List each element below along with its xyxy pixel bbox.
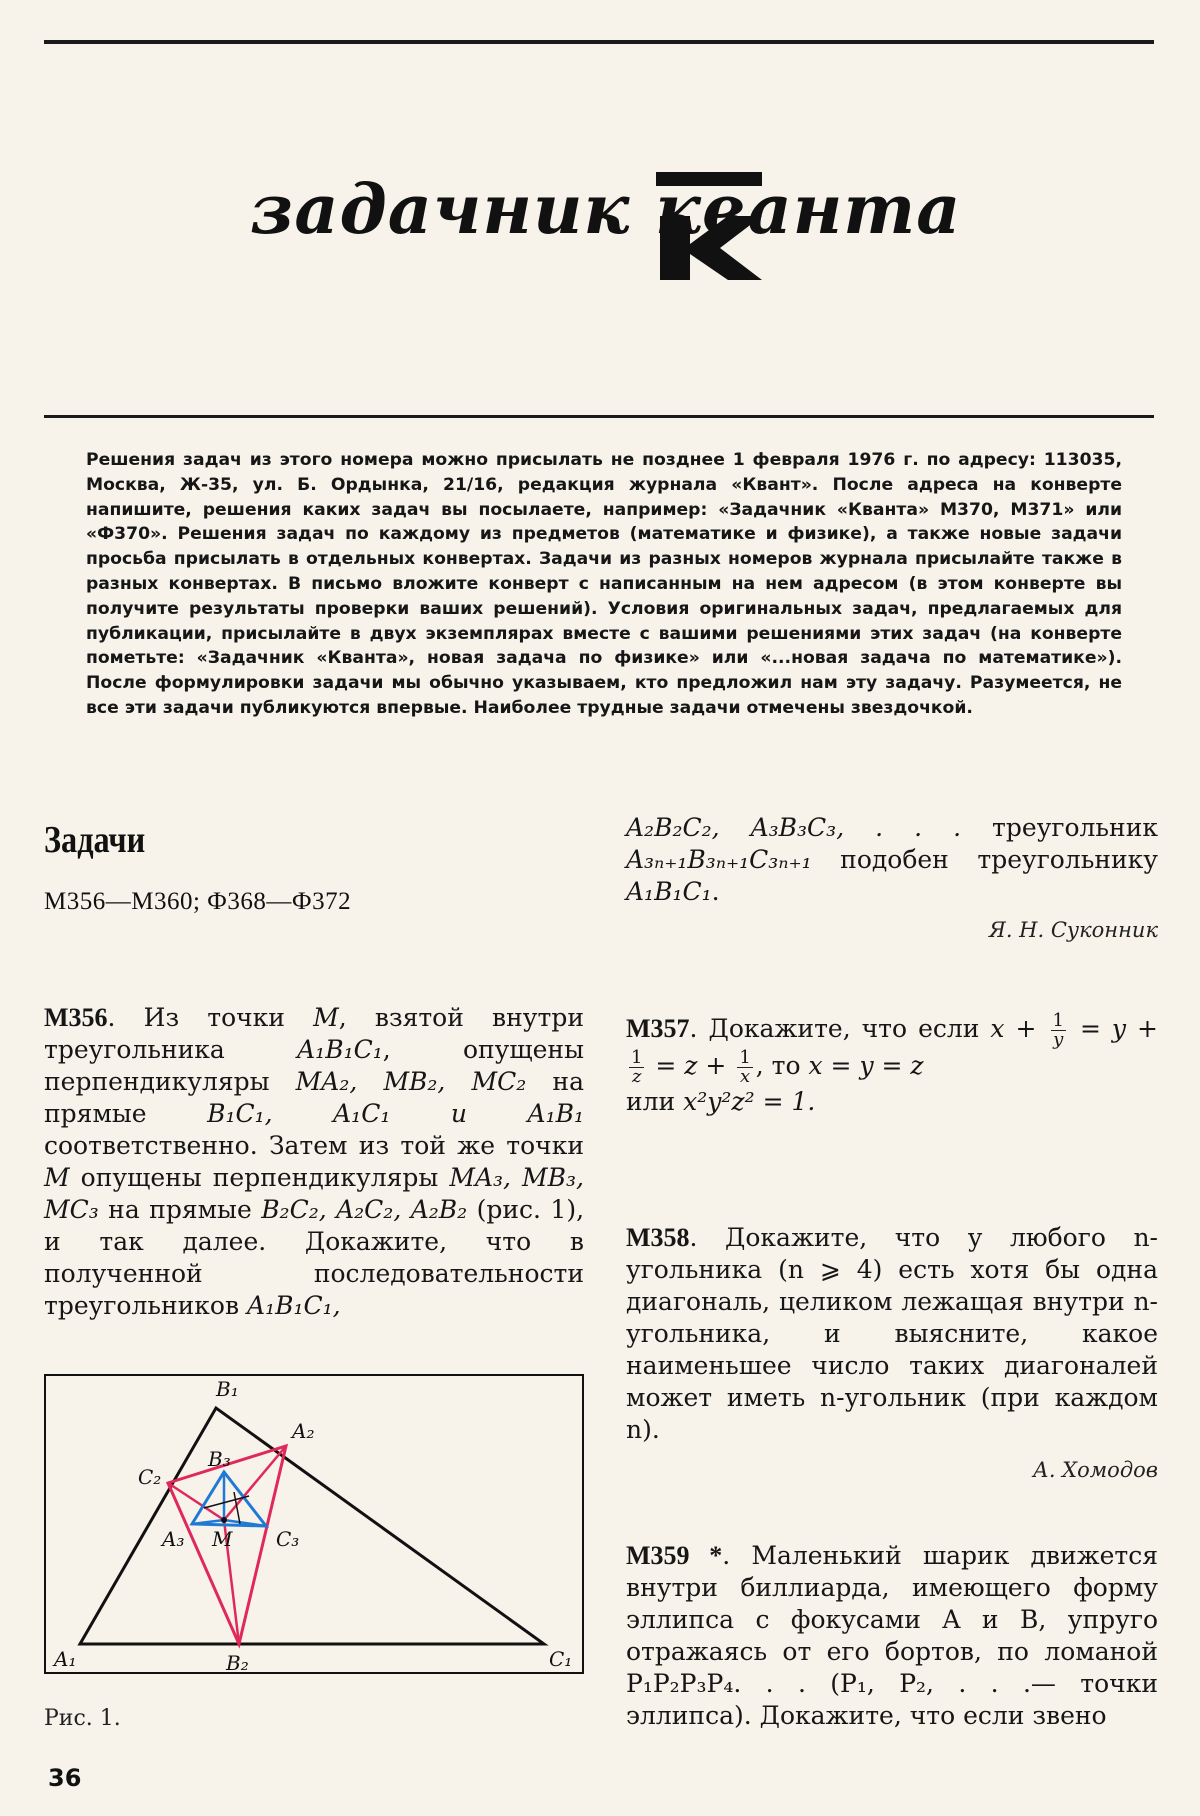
triangle-a3b3c3 bbox=[192, 1472, 266, 1526]
fraction-num: 1 bbox=[739, 1047, 751, 1068]
label-c1: C₁ bbox=[549, 1647, 573, 1671]
masthead-word-kvanta: кванта bbox=[655, 170, 962, 250]
triangle-a1b1c1 bbox=[80, 1408, 544, 1644]
math-var: A₂B₂C₂, A₃B₃C₃, . . . bbox=[626, 813, 962, 842]
math-var: MA₃, MB₃, MC₃ bbox=[44, 1163, 584, 1224]
problem-id: М356 bbox=[44, 1003, 108, 1032]
section-problem-range: М356—М360; Ф368—Ф372 bbox=[44, 888, 352, 915]
problem-m357: М357. Докажите, что если x + $\frac{1}{y}$ = y + $\frac{1}{z}$ = z + $\frac{1}{x}$ , то x = y = z или x²y²z² = 1. bbox=[626, 1010, 1159, 1116]
math-var: M bbox=[313, 1003, 339, 1032]
problem-m358 bbox=[626, 1222, 1158, 1446]
problem-id: М357 bbox=[626, 1014, 690, 1043]
intro-paragraph: Решения задач из этого номера можно присылать не позднее 1 февраля 1976 г. по адресу: 113035, Москва, Ж-35, ул. Б. Ордынка, 21/16, редакция журнала «Квант». После адреса на конверте напишите, решения каких задач вы посылаете, например: «Задачник «Кванта» М370, М371» или «Ф370». Решения задач по каждому из предметов (математике и физике), а также новые задачи просьба присылать в отдельных конвертах. Задачи из разных номеров журнала присылайте также в разных конвертах. В письмо вложите конверт с написанным на нем адресом (в этом конверте вы получите результаты проверки ваших решений). Условия оригинальных задач, предлагаемых для публикации, присылайте в двух экземплярах вместе с вашими решениями этих задач (на конверте пометьте: «Задачник «Кванта», новая задача по физике» или «...новая задача по математике»). После формулировки задачи мы обычно указываем, кто предложил нам эту задачу. Разумеется, не все эти задачи публикуются впервые. Наиболее трудные задачи отмечены звездочкой. bbox=[86, 450, 1122, 718]
text-fragment: . bbox=[711, 877, 720, 906]
problem-id: М359 * bbox=[626, 1541, 723, 1570]
math-op: = bbox=[1068, 1014, 1112, 1043]
section-title: Задачи bbox=[44, 819, 146, 861]
math-var: A₁B₁C₁ bbox=[297, 1035, 383, 1064]
problem-author: А. Хомодов bbox=[1032, 1458, 1158, 1482]
fraction-1-over-y bbox=[1051, 1012, 1066, 1049]
problem-id: М358 bbox=[626, 1223, 690, 1252]
math-var: B₂C₂, A₂C₂, A₂B₂ bbox=[261, 1195, 468, 1224]
math-var: A₁B₁C₁, bbox=[247, 1291, 341, 1320]
text-fragment: треугольник bbox=[961, 813, 1158, 842]
math-var: MA₂, MB₂, MC₂ bbox=[295, 1067, 527, 1096]
fraction-num: 1 bbox=[1052, 1010, 1064, 1031]
math-var: x bbox=[990, 1014, 1005, 1043]
math-var: A₃ₙ₊₁B₃ₙ₊₁C₃ₙ₊₁ bbox=[626, 845, 812, 874]
math-var: A₁B₁C₁ bbox=[626, 877, 712, 906]
problem-text: . Докажите, что у любого n-угольника (n ⩾ 4) есть хотя бы одна диагональ, целиком лежащая внутри n-угольника, и выясните, какое наименьшее число таких диагоналей может иметь n-угольник (при каждом n). bbox=[626, 1223, 1158, 1444]
section-rule bbox=[44, 415, 1154, 418]
text-fragment: подобен треугольнику bbox=[811, 845, 1158, 874]
label-a1: A₁ bbox=[54, 1647, 77, 1671]
fraction-den: z bbox=[631, 1066, 642, 1087]
label-a3: A₃ bbox=[162, 1527, 185, 1551]
top-rule bbox=[44, 40, 1154, 44]
fraction-1-over-z bbox=[629, 1049, 644, 1086]
text-fragment: , взятой внутри треугольника bbox=[44, 1003, 585, 1064]
text-fragment: опущены перпендикуляры bbox=[69, 1163, 450, 1192]
label-c2: C₂ bbox=[138, 1465, 162, 1489]
math-op: + bbox=[1126, 1014, 1159, 1043]
masthead bbox=[250, 160, 970, 300]
problem-m359 bbox=[626, 1540, 1158, 1732]
point-m bbox=[221, 1517, 227, 1523]
problem-author: Я. Н. Суконник bbox=[988, 918, 1158, 942]
text-fragment: , опущены перпендикуляры bbox=[44, 1035, 584, 1096]
problem-m356 bbox=[44, 1002, 584, 1322]
label-b2: B₂ bbox=[226, 1651, 249, 1674]
label-c3: C₃ bbox=[276, 1527, 300, 1551]
math-var: B₁C₁, A₁C₁ и A₁B₁ bbox=[207, 1099, 584, 1128]
text-fragment: . Докажите, что если bbox=[689, 1014, 991, 1043]
math-var: x = y = z bbox=[808, 1051, 924, 1080]
math-op: + bbox=[697, 1051, 735, 1080]
text-fragment: . Из точки bbox=[107, 1003, 314, 1032]
label-b1: B₁ bbox=[216, 1377, 239, 1401]
text-fragment: или bbox=[626, 1087, 684, 1116]
figure-triangle-diagram bbox=[44, 1374, 584, 1674]
math-op: = bbox=[647, 1051, 685, 1080]
fraction-num: 1 bbox=[631, 1047, 643, 1068]
fraction-den: y bbox=[1053, 1029, 1064, 1050]
problem-m356-continued bbox=[626, 812, 1158, 908]
masthead-word-zadachnik: задачник bbox=[250, 170, 631, 250]
math-var: z bbox=[684, 1051, 698, 1080]
fraction-1-over-x bbox=[737, 1049, 752, 1086]
label-b3: B₃ bbox=[208, 1447, 231, 1471]
inner-small-line bbox=[204, 1496, 249, 1508]
text-fragment: соответственно. Затем из той же точки bbox=[44, 1131, 584, 1160]
math-op: + bbox=[1004, 1014, 1048, 1043]
label-m: M bbox=[212, 1527, 233, 1551]
text-fragment: на прямые bbox=[44, 1067, 584, 1128]
figure-caption: Рис. 1. bbox=[44, 1706, 121, 1731]
text-fragment: (рис. 1), и так далее. Докажите, что в полученной последовательности треугольников bbox=[44, 1195, 585, 1320]
text-fragment: на прямые bbox=[98, 1195, 262, 1224]
math-var: y bbox=[1111, 1014, 1127, 1043]
problem-text: . Маленький шарик движется внутри биллиарда, имеющего форму эллипса с фокусами A и B, упруго отражаясь от его бортов, по ломаной P₁P₂P₃P₄. . . (P₁, P₂, . . .— точки эллипса). Докажите, что если звено bbox=[626, 1541, 1159, 1730]
label-a2: A₂ bbox=[292, 1419, 315, 1443]
math-var: x²y²z² = 1. bbox=[683, 1087, 816, 1116]
text-fragment: то bbox=[763, 1051, 809, 1080]
fraction-den: x bbox=[739, 1066, 751, 1087]
page-number: 36 bbox=[48, 1764, 82, 1792]
math-var: M bbox=[44, 1163, 70, 1192]
